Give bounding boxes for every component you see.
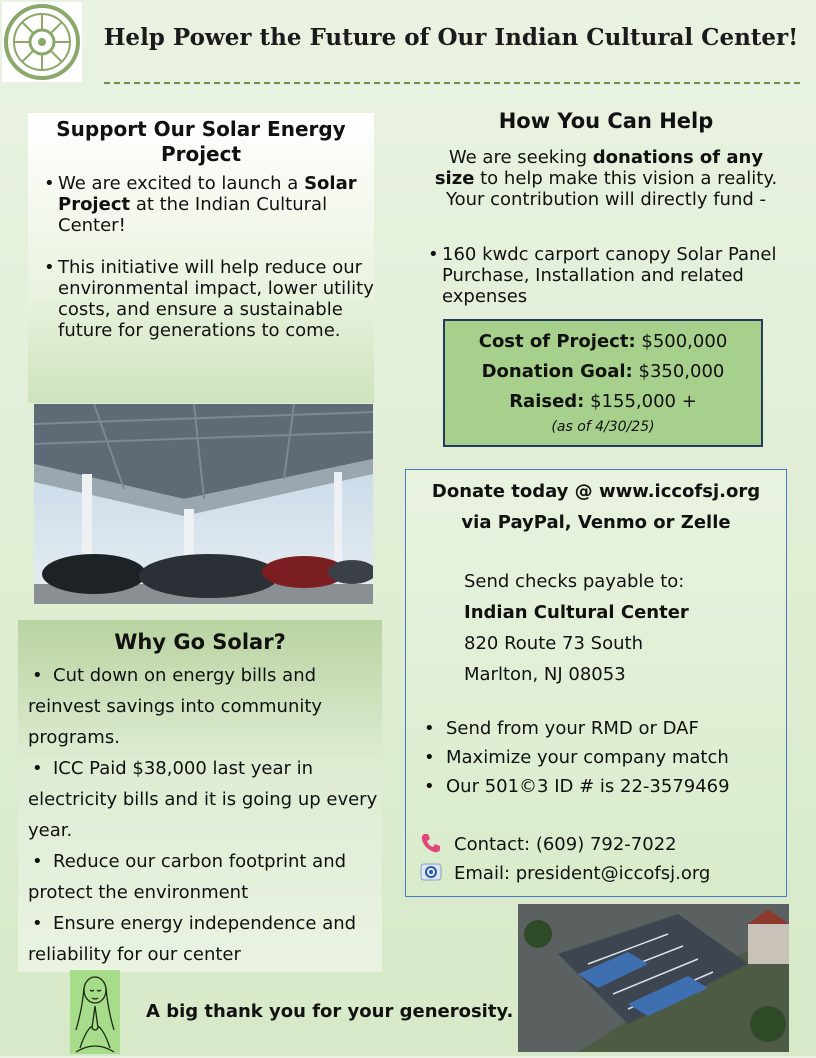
list-item: • We are excited to launch a Solar Project at the Indian Cultural Center!	[36, 173, 374, 236]
contact-email[interactable]: Email: president@iccofsj.org	[420, 859, 710, 888]
how-help-list	[420, 244, 800, 307]
solar-project-heading: Support Our Solar Energy Project	[56, 117, 346, 166]
how-help-heading: How You Can Help	[498, 109, 714, 133]
raised-line: Raised: $155,000 +	[509, 391, 697, 412]
project-cost-box	[443, 319, 763, 447]
donate-methods-line: via PayPal, Venmo or Zelle	[461, 512, 731, 533]
list-item: • ICC Paid $38,000 last year in electricity bills and it is going up every year.	[28, 758, 378, 841]
parking-lot-aerial-photo	[518, 904, 789, 1052]
donate-options-list	[416, 714, 730, 801]
list-item: • This initiative will help reduce our environmental impact, lower utility costs, and ensure a sustainable future for generations to come.	[36, 257, 374, 341]
contact-block	[420, 830, 710, 888]
donate-website-line[interactable]: Donate today @ www.iccofsj.org	[431, 481, 761, 502]
donate-panel	[405, 469, 787, 897]
list-item: • Our 501©3 ID # is 22-3579469	[416, 772, 730, 801]
as-of-date: (as of 4/30/25)	[551, 419, 655, 435]
address-line-2: Marlton, NJ 08053	[464, 664, 626, 685]
why-solar-panel	[18, 620, 382, 972]
page-title: Help Power the Future of Our Indian Cultural Center!	[103, 24, 799, 51]
why-solar-list	[18, 660, 382, 970]
thank-you-note: A big thank you for your generosity.	[146, 1001, 514, 1022]
cost-line: Cost of Project: $500,000	[478, 331, 728, 352]
namaste-illustration	[70, 970, 120, 1054]
carport-solar-photo	[34, 404, 373, 604]
list-item: • Reduce our carbon footprint and protect the environment	[28, 851, 347, 903]
list-item: • Maximize your company match	[416, 743, 730, 772]
how-help-text: We are seeking donations of any size to help make this vision a reality. Your contribution will directly fund -	[434, 147, 778, 210]
header-divider	[104, 82, 800, 84]
mail-checks-block: Send checks payable to: Indian Cultural Center 820 Route 73 South Marlton, NJ 08053	[464, 566, 689, 690]
goal-line: Donation Goal: $350,000	[481, 361, 725, 382]
contact-phone[interactable]: Contact: (609) 792-7022	[420, 830, 710, 859]
list-item: • Send from your RMD or DAF	[416, 714, 730, 743]
solar-project-list	[28, 173, 374, 341]
email-icon	[420, 861, 442, 883]
donate-heading	[406, 476, 786, 538]
phone-icon	[420, 832, 442, 854]
list-item: • Ensure energy independence and reliability for our center	[28, 913, 357, 965]
address-line-1: 820 Route 73 South	[464, 633, 643, 654]
icc-logo-icon	[2, 2, 82, 82]
why-solar-heading: Why Go Solar?	[114, 630, 286, 654]
solar-project-panel	[28, 113, 374, 403]
list-item: • Cut down on energy bills and reinvest savings into community programs.	[28, 665, 323, 748]
list-item: • 160 kwdc carport canopy Solar Panel Purchase, Installation and related expenses	[420, 244, 800, 307]
payee-name: Indian Cultural Center	[464, 602, 689, 623]
